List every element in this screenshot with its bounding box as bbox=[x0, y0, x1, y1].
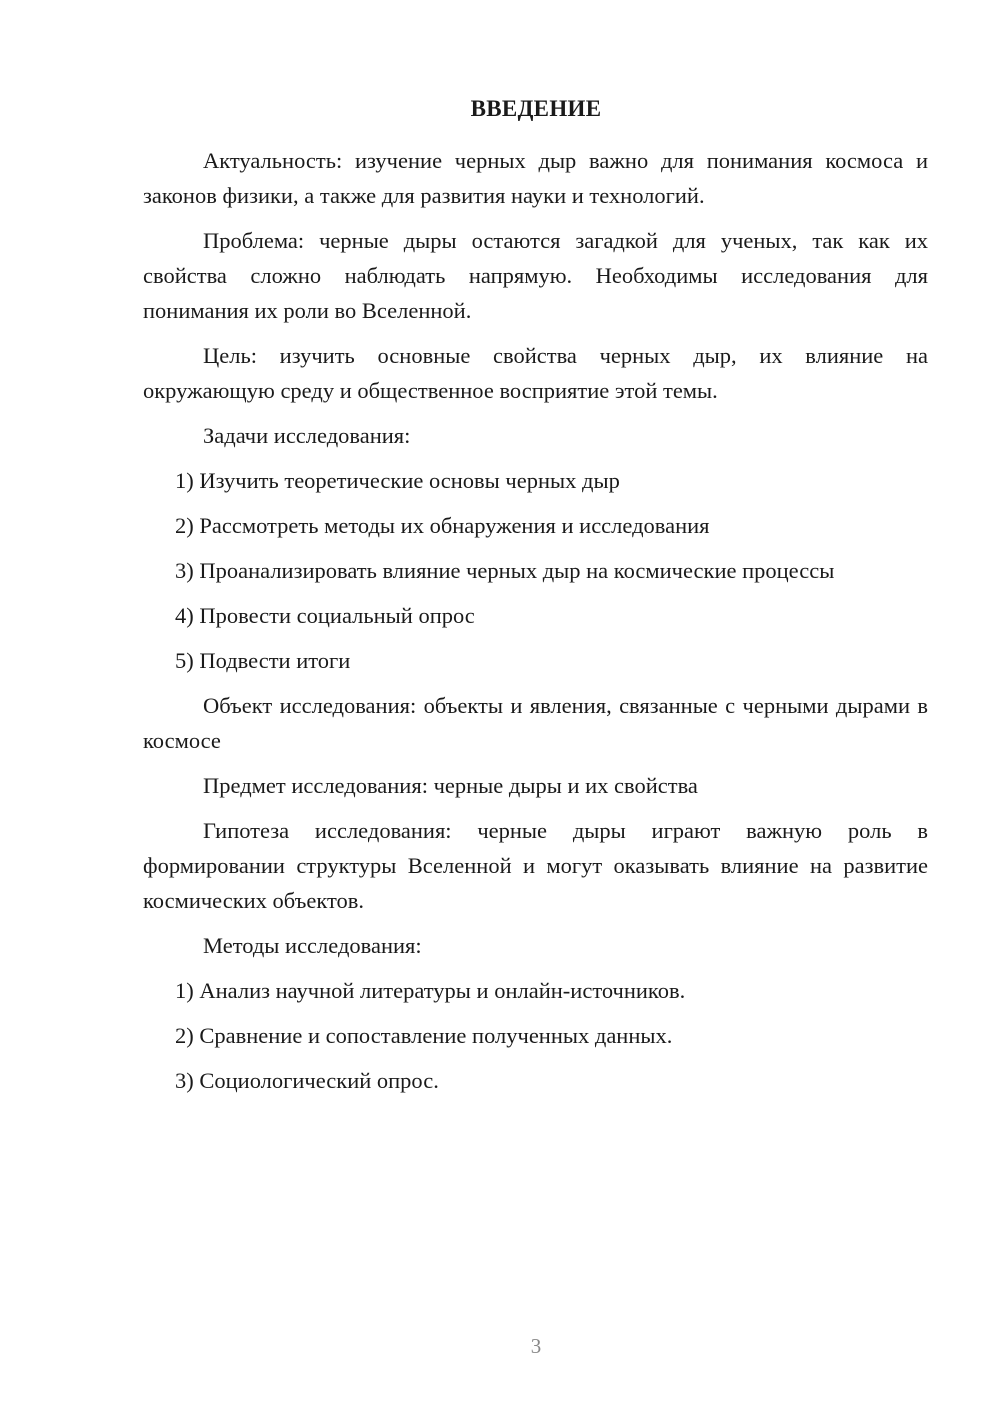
methods-heading: Методы исследования: bbox=[203, 933, 422, 958]
page-number: 3 bbox=[530, 1334, 542, 1358]
task-item: 5) Подвести итоги bbox=[175, 648, 351, 673]
body-text bbox=[143, 143, 928, 1108]
hypothesis-paragraph: Гипотеза исследования: черные дыры играют важную роль в формировании структуры Вселенной и могут оказывать влияние на развитие космических объектов. bbox=[143, 818, 928, 913]
object-paragraph: Объект исследования: объекты и явления, связанные с черными дырами в космосе bbox=[143, 693, 928, 753]
method-item: 1) Анализ научной литературы и онлайн-источников. bbox=[175, 978, 686, 1003]
problem-paragraph: Проблема: черные дыры остаются загадкой для ученых, так как их свойства сложно наблюдать напрямую. Необходимы исследования для понимания их роли во Вселенной. bbox=[143, 228, 928, 323]
task-item: 3) Проанализировать влияние черных дыр на космические процессы bbox=[175, 558, 835, 583]
subject-paragraph: Предмет исследования: черные дыры и их свойства bbox=[203, 773, 698, 798]
goal-paragraph: Цель: изучить основные свойства черных дыр, их влияние на окружающую среду и общественное восприятие этой темы. bbox=[143, 343, 928, 403]
method-item: 3) Социологический опрос. bbox=[175, 1068, 439, 1093]
task-item: 4) Провести социальный опрос bbox=[175, 603, 475, 628]
relevance-paragraph: Актуальность: изучение черных дыр важно для понимания космоса и законов физики, а также для развития науки и технологий. bbox=[143, 148, 928, 208]
method-item: 2) Сравнение и сопоставление полученных данных. bbox=[175, 1023, 673, 1048]
task-item: 1) Изучить теоретические основы черных дыр bbox=[175, 468, 620, 493]
section-title: ВВЕДЕНИЕ bbox=[470, 96, 602, 121]
task-item: 2) Рассмотреть методы их обнаружения и исследования bbox=[175, 513, 710, 538]
tasks-heading: Задачи исследования: bbox=[203, 423, 411, 448]
